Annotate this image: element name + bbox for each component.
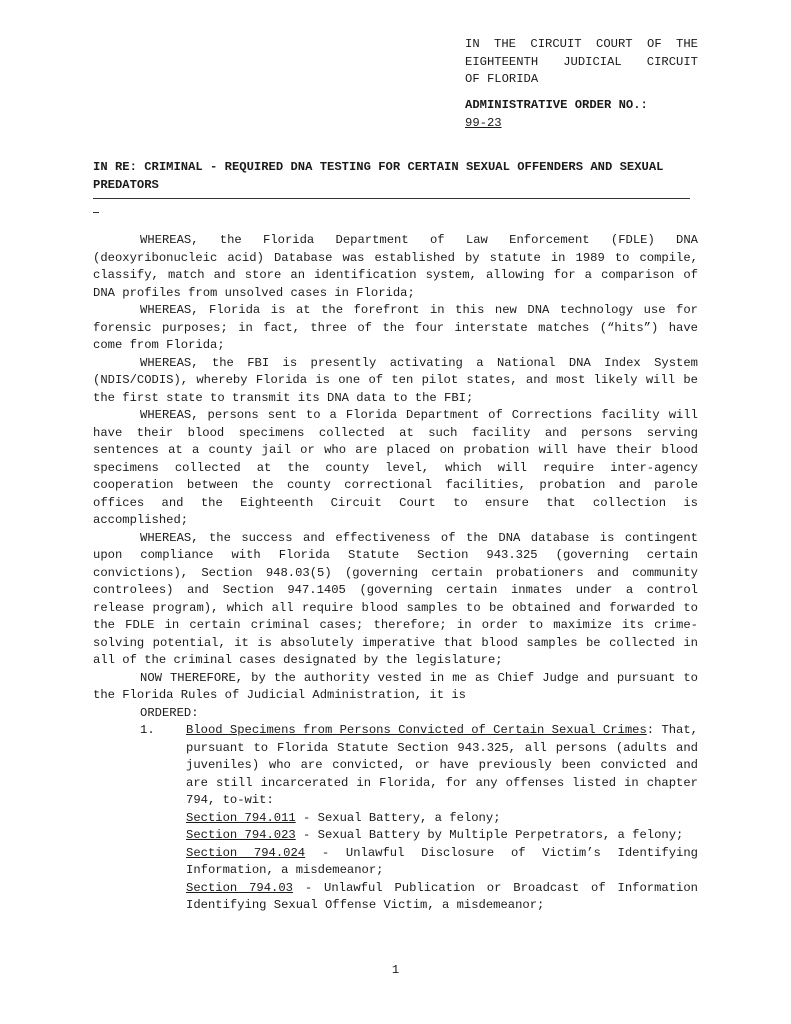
section-ref: Section 794.03 — [186, 880, 293, 895]
section-desc: - Sexual Battery, a felony; — [295, 810, 501, 825]
statute-section — [186, 810, 698, 828]
whereas-paragraph: WHEREAS, the FBI is presently activating a National DNA Index System (NDIS/CODIS), whereby Florida is one of ten pilot states, and most likely will be the first state to transmit its DNA data to the FBI; — [93, 355, 698, 405]
court-heading — [465, 36, 698, 89]
court-word: OF — [647, 37, 662, 51]
section-desc: - Unlawful Disclosure of Victim’s Identifying Information, a misdemeanor; — [186, 845, 698, 877]
court-word: JUDICIAL — [563, 54, 622, 69]
order-body — [93, 232, 698, 915]
whereas-paragraph: WHEREAS, the Florida Department of Law Enforcement (FDLE) DNA (deoxyribonucleic acid) Database was established by statute in 1989 to compile, classify, match and store an identification system, allowing for a comparison of DNA profiles from unsolved cases in Florida; — [93, 233, 698, 300]
whereas-paragraph: WHEREAS, persons sent to a Florida Department of Corrections facility will have their blood specimens collected at such facility and persons serving sentences at a county jail or who are placed on probation will have their blood specimens collected at the county level, which will require inter-agency cooperation between the county correctional facilities, probation and parole offices and the Eighteenth Circuit Court to ensure that collection is accomplished; — [93, 408, 698, 527]
court-word: THE — [494, 37, 516, 51]
statute-section — [186, 880, 698, 915]
court-word: IN — [465, 37, 480, 51]
now-therefore-paragraph: NOW THEREFORE, by the authority vested in me as Chief Judge and pursuant to the Florida Rules of Judicial Administration, it is — [93, 670, 698, 702]
section-ref: Section 794.024 — [186, 845, 306, 860]
item-heading-colon: : — [646, 723, 655, 737]
caption-divider — [93, 198, 690, 199]
item-number: 1. — [140, 723, 155, 737]
court-word: OF FLORIDA — [465, 72, 539, 86]
court-line-2 — [465, 54, 698, 72]
caption-divider-tail — [93, 212, 99, 213]
order-label: ADMINISTRATIVE ORDER NO.: — [465, 98, 648, 112]
section-ref: Section 794.023 — [186, 828, 296, 842]
item-description: That, pursuant to Florida Statute Section 943.325, all persons (adults and juveniles) who are convicted, or have previously been convicted and are still incarcerated in Florida, for any offenses listed in chapter 794, to-wit: — [186, 723, 698, 807]
court-word: COURT — [596, 37, 633, 51]
case-caption: IN RE: CRIMINAL - REQUIRED DNA TESTING FOR CERTAIN SEXUAL OFFENDERS AND SEXUAL PREDATORS — [93, 160, 664, 192]
ordered-item-1 — [93, 722, 698, 915]
item-text — [186, 722, 698, 810]
administrative-order-block — [465, 97, 648, 132]
court-word: CIRCUIT — [646, 54, 698, 69]
ordered-label: ORDERED: — [140, 705, 199, 720]
section-ref: Section 794.011 — [186, 810, 296, 825]
page-number: 1 — [391, 963, 400, 977]
statute-section — [186, 827, 698, 845]
court-line-1 — [465, 36, 698, 54]
order-number: 99-23 — [465, 115, 502, 130]
court-word: CIRCUIT — [530, 37, 582, 51]
court-line-3 — [465, 71, 698, 89]
statute-section — [186, 845, 698, 880]
section-desc: - Unlawful Publication or Broadcast of Information Identifying Sexual Offense Victim, a misdemeanor; — [186, 880, 698, 912]
court-word: EIGHTEENTH — [465, 54, 539, 69]
court-word: THE — [676, 37, 698, 51]
whereas-paragraph: WHEREAS, Florida is at the forefront in this new DNA technology use for forensic purposes; in fact, three of the four interstate matches (“hits”) have come from Florida; — [93, 303, 698, 352]
section-desc: - Sexual Battery by Multiple Perpetrators, a felony; — [295, 828, 684, 842]
item-heading: Blood Specimens from Persons Convicted of Certain Sexual Crimes — [186, 723, 647, 737]
whereas-paragraph: WHEREAS, the success and effectiveness of the DNA database is contingent upon compliance with Florida Statute Section 943.325 (governing certain convictions), Section 948.03(5) (governing certain probationers and community controlees) and Section 947.1405 (governing certain inmates under a control release program), which all require blood samples to be obtained and forwarded to the FDLE in certain criminal cases; therefore; in order to maximize its crime-solving potential, it is absolutely imperative that blood samples be collected in all of the criminal cases designated by the legislature; — [93, 530, 698, 667]
